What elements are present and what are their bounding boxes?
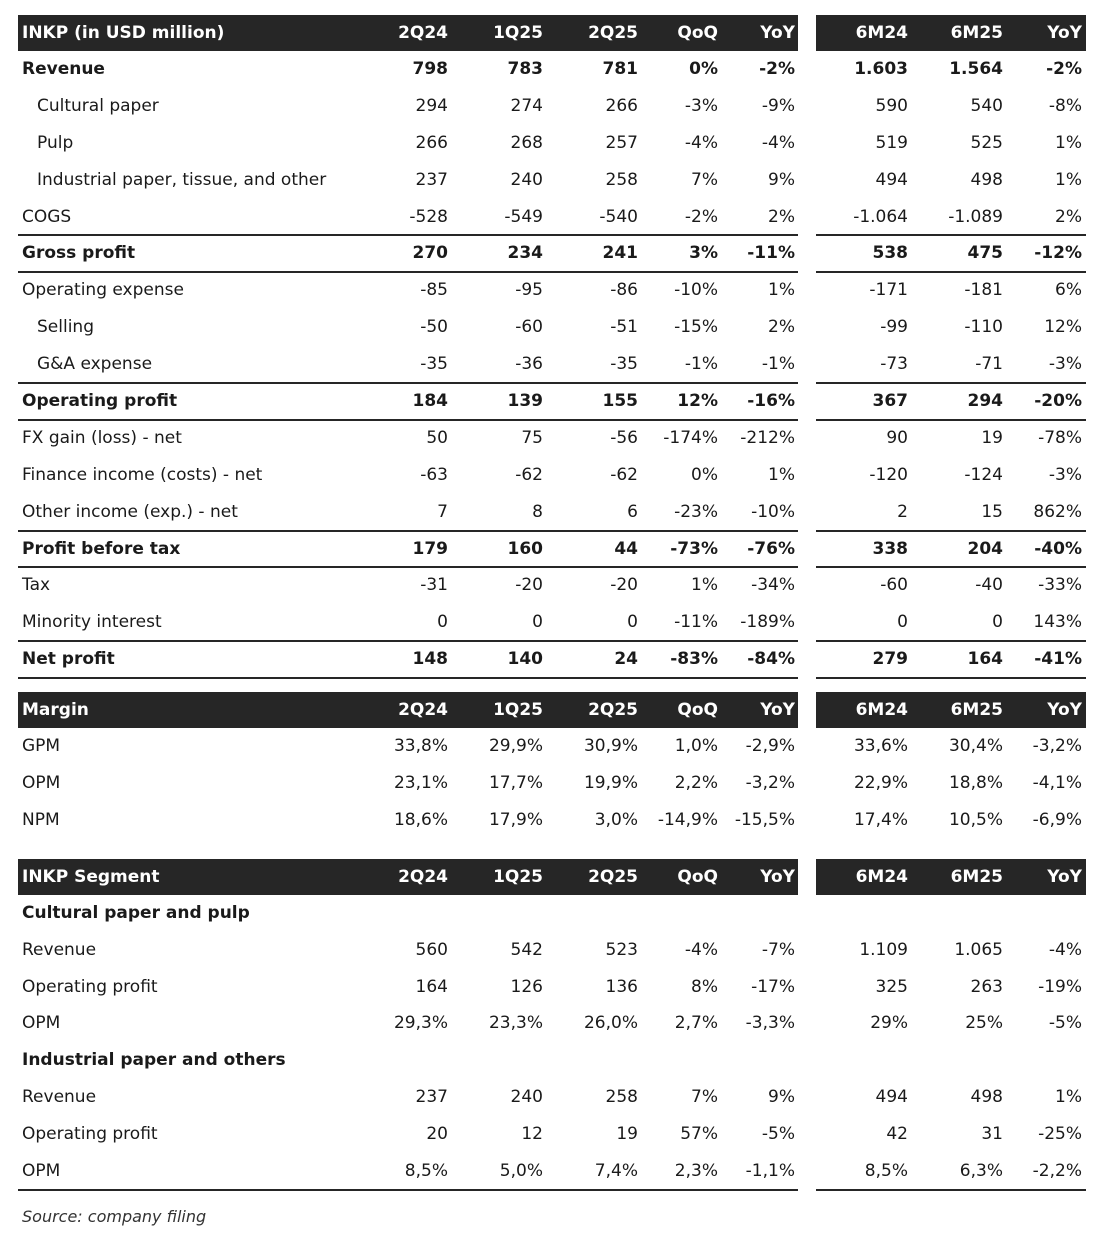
table-row: GPM 33,8% 29,9% 30,9% 1,0% -2,9% 33,6% 30,4% -3,2%: [22, 736, 1082, 757]
table-row: Pulp 266 268 257 -4% -4% 519 525 1%: [37, 132, 1082, 153]
table-row: Operating expense -85 -95 -86 -10% 1% -171 -181 6%: [22, 280, 1082, 301]
header-6m25: 6M25: [950, 23, 1003, 43]
source-note: Source: company filing: [22, 1207, 207, 1226]
table-row: Revenue 560 542 523 -4% -7% 1.109 1.065 -4%: [22, 939, 1082, 960]
table-row: Selling -50 -60 -51 -15% 2% -99 -110 12%: [37, 317, 1082, 338]
table-row: Minority interest 0 0 0 -11% -189% 0 0 143%: [22, 612, 1082, 633]
table-row-total: Profit before tax 179 160 44 -73% -76% 338 204 -40%: [18, 531, 1086, 568]
table-row: Operating profit 20 12 19 57% -5% 42 31 -25%: [22, 1124, 1082, 1145]
table-row: Revenue 798 783 781 0% -2% 1.603 1.564 -2%: [22, 59, 1082, 79]
header-label: INKP Segment: [22, 866, 160, 887]
table-row: Finance income (costs) - net -63 -62 -62 0% 1% -120 -124 -3%: [22, 464, 1082, 485]
table-row: OPM 29,3% 23,3% 26,0% 2,7% -3,3% 29% 25% -5%: [22, 1013, 1082, 1034]
header-1q25: 1Q25: [493, 23, 543, 43]
table-row: COGS -528 -549 -540 -2% 2% -1.064 -1.089 2%: [22, 206, 1082, 227]
segment-title: Industrial paper and others: [22, 1050, 286, 1071]
table-row: NPM 18,6% 17,9% 3,0% -14,9% -15,5% 17,4% 10,5% -6,9%: [22, 809, 1082, 830]
table-row-total: Net profit 148 140 24 -83% -84% 279 164 -41%: [18, 641, 1086, 678]
header-label: Margin: [22, 700, 89, 721]
segment-title: Cultural paper and pulp: [22, 902, 250, 923]
table-row: Operating profit 164 126 136 8% -17% 325 263 -19%: [22, 976, 1082, 997]
table-row-total: Operating profit 184 139 155 12% -16% 367 294 -20%: [18, 383, 1086, 420]
header-2q24: 2Q24: [398, 23, 448, 43]
table-row: Revenue 237 240 258 7% 9% 494 498 1%: [22, 1087, 1082, 1108]
table-row: OPM 8,5% 5,0% 7,4% 2,3% -1,1% 8,5% 6,3% -2,2%: [18, 1153, 1086, 1190]
financial-table: [18, 15, 1086, 1190]
header-yoy: YoY: [760, 23, 795, 43]
table-row: Cultural paper 294 274 266 -3% -9% 590 540 -8%: [37, 95, 1082, 116]
income-header-row: [18, 15, 1086, 51]
table-row: Other income (exp.) - net 7 8 6 -23% -10% 2 15 862%: [22, 501, 1082, 522]
table-row-total: Gross profit 270 234 241 3% -11% 538 475 -12%: [18, 235, 1086, 272]
header-label: INKP (in USD million): [22, 23, 225, 43]
header-2q25: 2Q25: [588, 23, 638, 43]
header-6m-yoy: YoY: [1047, 23, 1082, 43]
table-row: OPM 23,1% 17,7% 19,9% 2,2% -3,2% 22,9% 18,8% -4,1%: [22, 773, 1082, 794]
table-row: G&A expense -35 -36 -35 -1% -1% -73 -71 -3%: [37, 354, 1082, 375]
header-6m24: 6M24: [855, 23, 908, 43]
margin-header-row: Margin 2Q24 1Q25 2Q25 QoQ YoY 6M24 6M25 YoY: [18, 692, 1086, 728]
segment-header-row: INKP Segment 2Q24 1Q25 2Q25 QoQ YoY 6M24 6M25 YoY: [18, 859, 1086, 895]
header-qoq: QoQ: [677, 23, 718, 43]
table-row: FX gain (loss) - net 50 75 -56 -174% -212% 90 19 -78%: [22, 427, 1082, 448]
table-row: Industrial paper, tissue, and other 237 240 258 7% 9% 494 498 1%: [37, 169, 1082, 190]
table-row: Tax -31 -20 -20 1% -34% -60 -40 -33%: [22, 575, 1082, 596]
